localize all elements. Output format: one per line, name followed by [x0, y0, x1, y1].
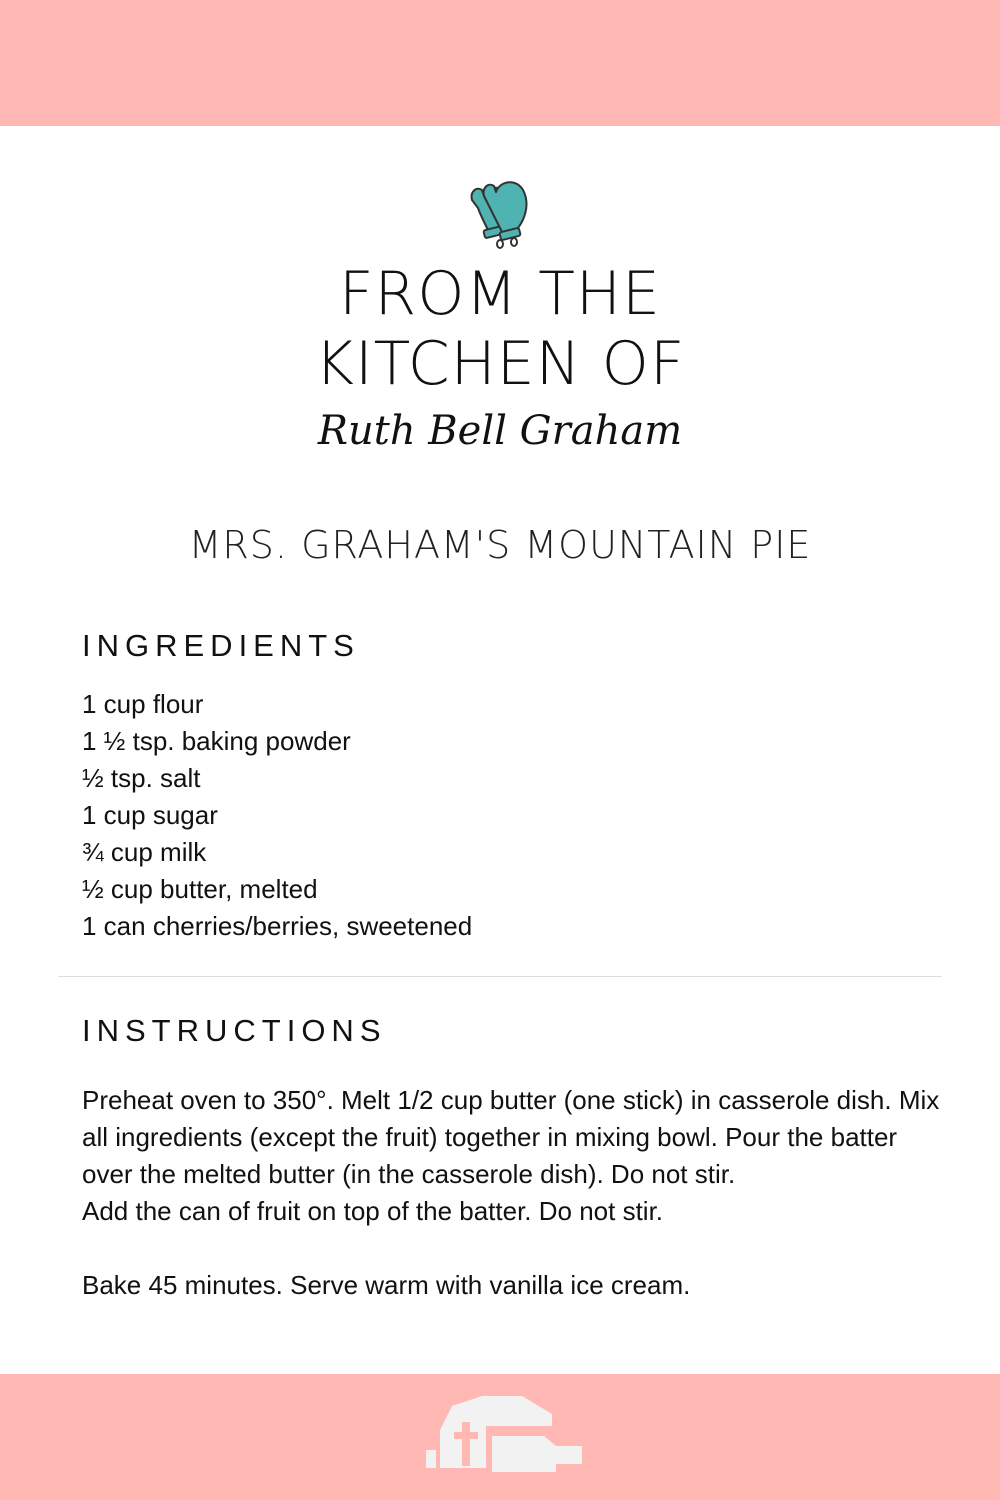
ingredient-item: 1 can cherries/berries, sweetened — [82, 911, 473, 941]
heading-from-the: FROM THE — [339, 259, 661, 329]
section-divider — [58, 976, 942, 977]
ingredient-item: 1 cup sugar — [82, 800, 218, 830]
ingredient-item: ½ tsp. salt — [82, 763, 201, 793]
top-color-band — [0, 0, 1000, 126]
instruction-paragraph: Add the can of fruit on top of the batter. Do not stir. — [82, 1196, 664, 1226]
ingredient-item: ¾ cup milk — [82, 837, 207, 867]
instructions-heading: INSTRUCTIONS — [82, 1013, 387, 1048]
instruction-paragraph: Preheat oven to 350°. Melt 1/2 cup butter (one stick) in casserole dish. Mix all ingredients (except the fruit) together in mixing bowl. Pour the batter over the melted butter (in the casserole dish). Do not stir. — [82, 1085, 940, 1189]
ingredients-list — [82, 686, 472, 945]
instruction-paragraph: Bake 45 minutes. Serve warm with vanilla ice cream. — [82, 1270, 691, 1300]
ingredients-heading: INGREDIENTS — [82, 628, 360, 663]
ingredient-item: ½ cup butter, melted — [82, 874, 318, 904]
ingredient-item: 1 ½ tsp. baking powder — [82, 726, 351, 756]
signature: Ruth Bell Graham — [317, 408, 683, 454]
oven-mitts-icon — [462, 174, 542, 254]
ingredient-item: 1 cup flour — [82, 689, 204, 719]
paragraph-gap — [82, 1230, 942, 1267]
heading-kitchen-of: KITCHEN OF — [314, 329, 686, 399]
recipe-title: MRS. GRAHAM'S MOUNTAIN PIE — [188, 523, 812, 567]
barn-cross-logo-icon — [426, 1392, 582, 1476]
instructions-text — [82, 1082, 942, 1304]
